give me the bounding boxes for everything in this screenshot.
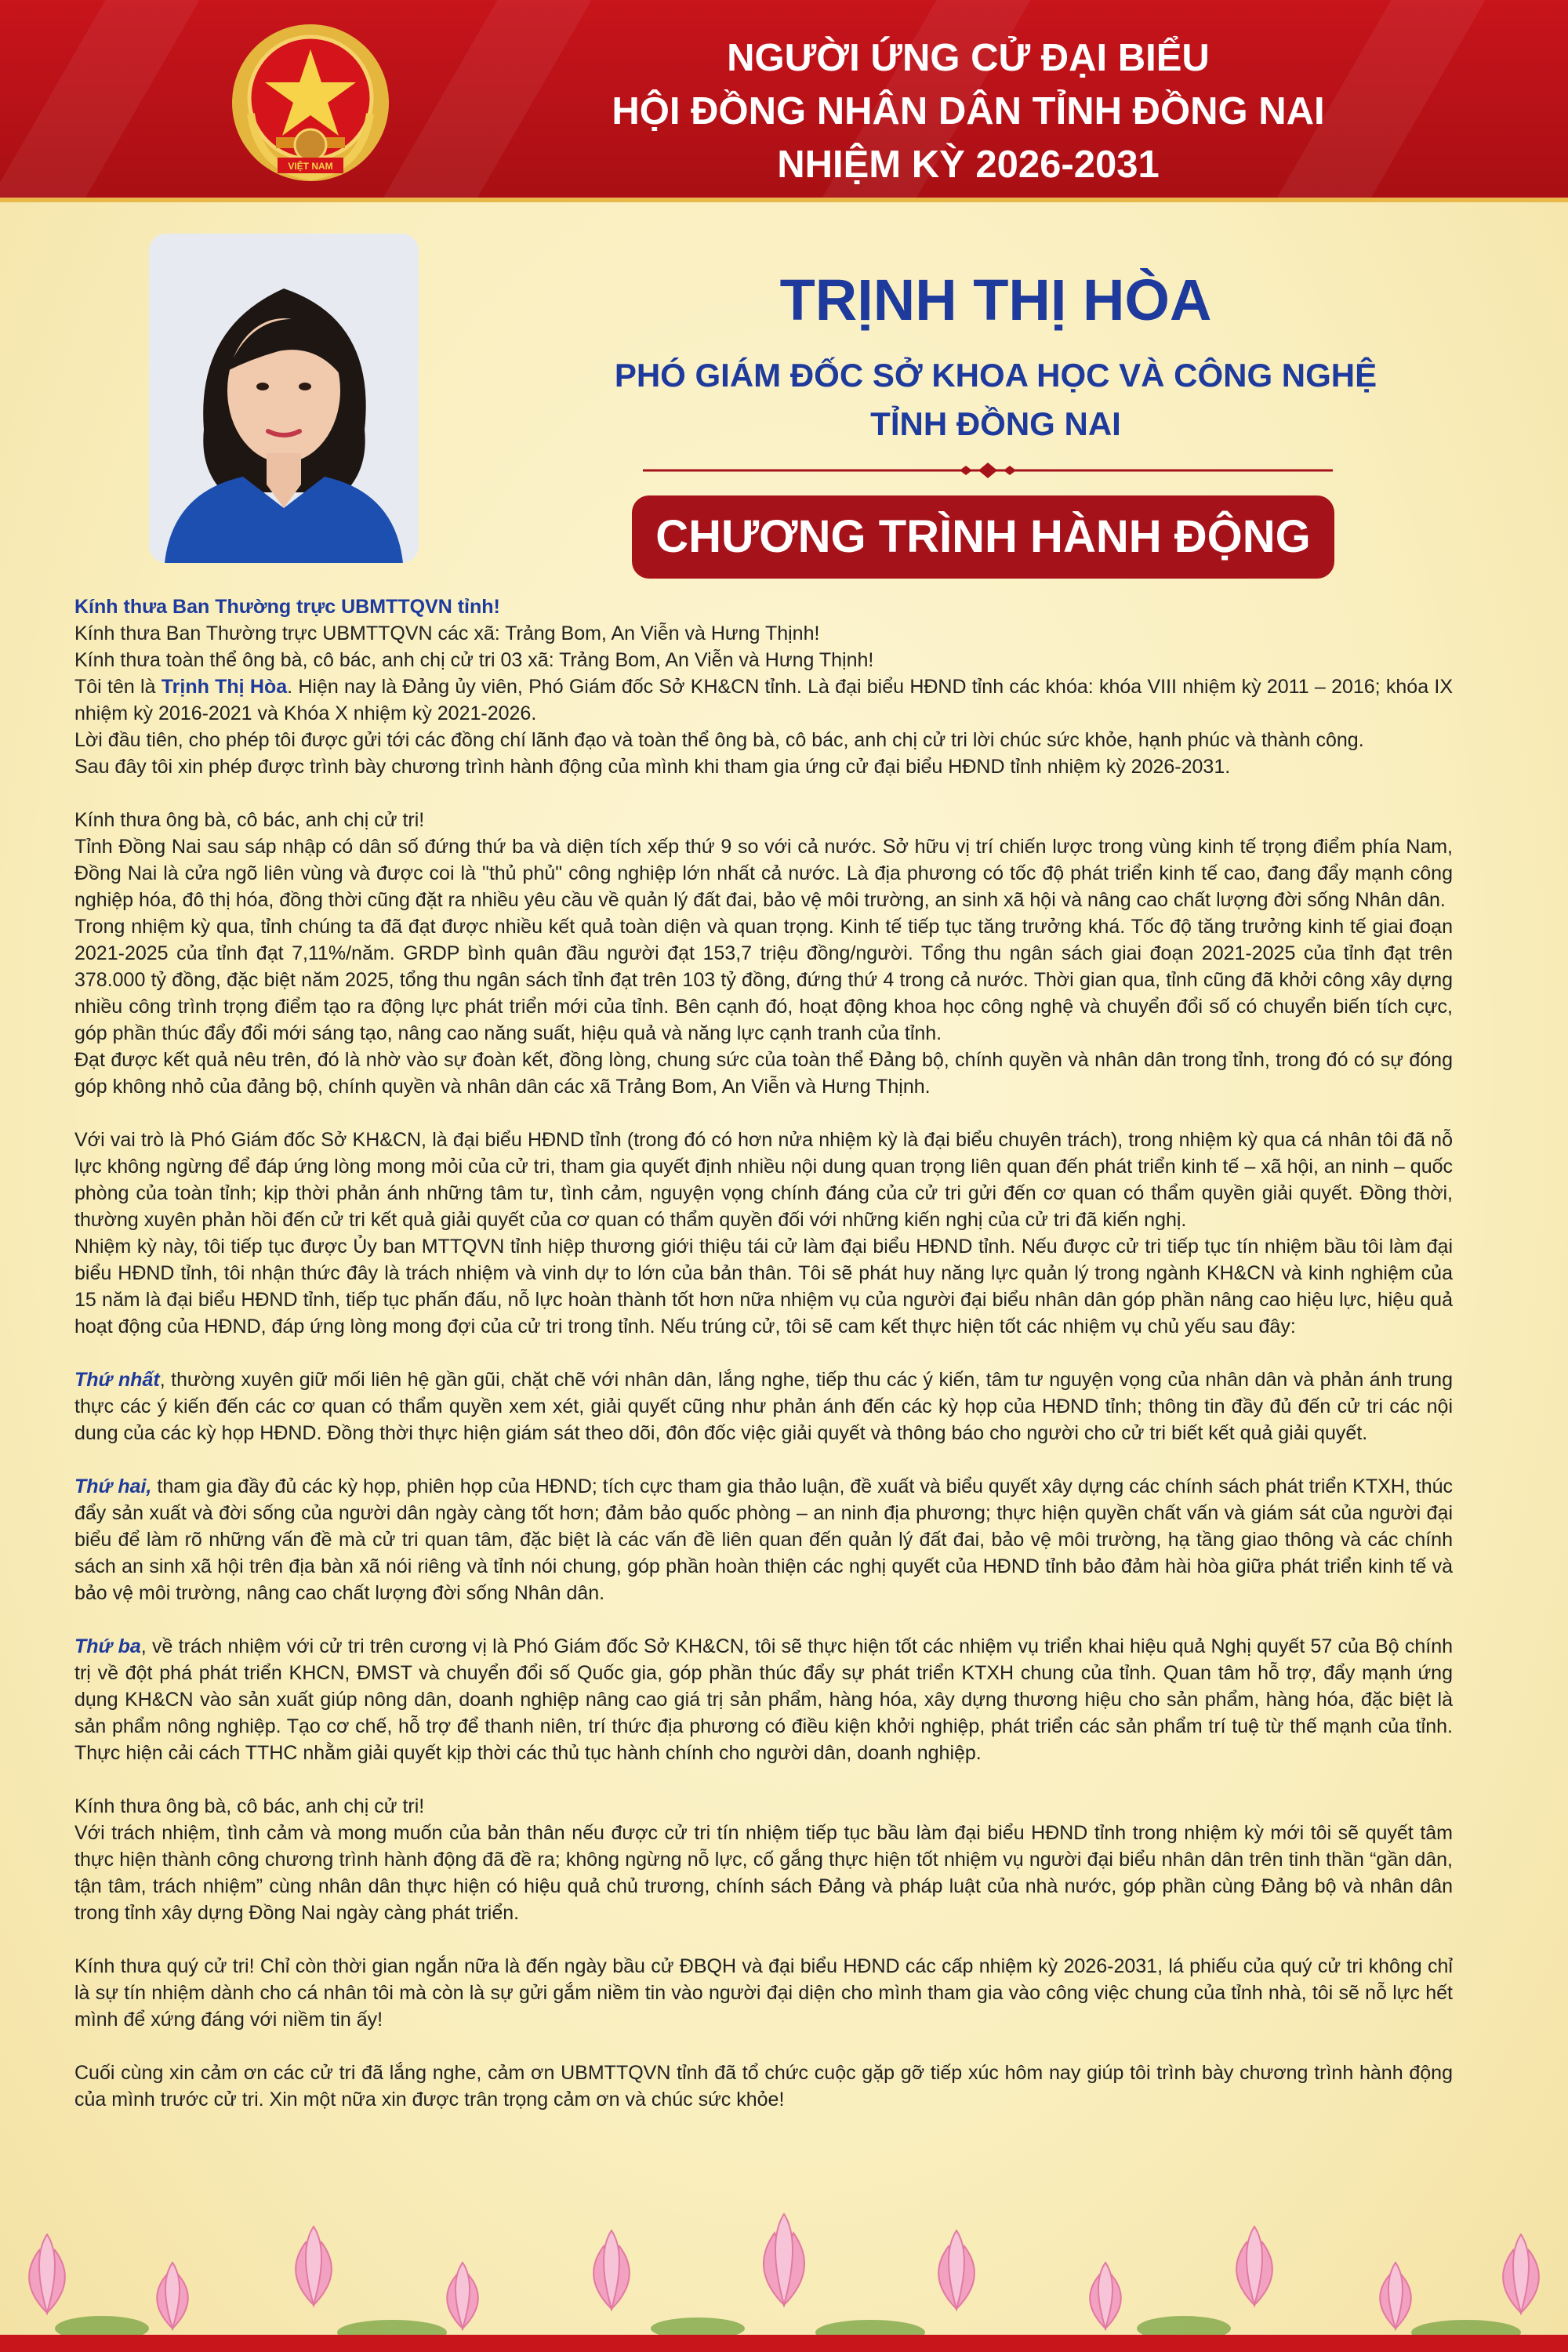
commitment-1 [74,1367,1453,1446]
candidate-name-inline: Trịnh Thị Hòa [161,676,288,698]
paragraph: Nhiệm kỳ này, tôi tiếp tục được Ủy ban MTTQVN tỉnh hiệp thương giới thiệu tái cử làm đại biểu HĐND tỉnh. Nếu được cử tri tiếp tục tín nhiệm bầu tôi làm đại biểu HĐND tỉnh, tôi nhận thức đây là trách nhiệm và vinh dự to lớn của bản thân. Tôi sẽ phát huy năng lực quản lý trong ngành KH&CN và kinh nghiệm của 15 năm là đại biểu HĐND tỉnh, tiếp tục phấn đấu, nỗ lực hoàn thành tốt hơn nữa nhiệm vụ của người đại biểu nhân dân góp phần nâng cao hiệu lực, hiệu quả hoạt động của HĐND, đáp ứng lòng mong đợi của cử tri trong tỉnh. Nếu trúng cử, tôi sẽ cam kết thực hiện tốt các nhiệm vụ chủ yếu sau đây: [74,1236,1453,1338]
text: . Hiện nay là Đảng ủy viên, Phó Giám đốc Sở KH&CN tỉnh. Là đại biểu HĐND tỉnh các khóa: khóa VIII nhiệm kỳ 2011 – 2016; khóa IX nhiệm kỳ 2016-2021 và Khóa X nhiệm kỳ 2021-2026. [74,676,1453,724]
paragraph: Tỉnh Đồng Nai sau sáp nhập có dân số đứng thứ ba và diện tích xếp thứ 9 so với cả nước. Sở hữu vị trí chiến lược trong vùng kinh tế trọng điểm phía Nam, Đồng Nai là cửa ngõ liên vùng và được coi là "thủ phủ" công nghiệp lớn nhất cả nước. Là địa phương có tốc độ phát triển kinh tế cao, đang đẩy mạnh công nghiệp hóa, đô thị hóa, đồng thời cũng đặt ra nhiều yêu cầu về quản lý đất đai, bảo vệ môi trường, an sinh xã hội và nâng cao chất lượng đời sống Nhân dân. [74,836,1453,911]
paragraph: Trong nhiệm kỳ qua, tỉnh chúng ta đã đạt được nhiều kết quả toàn diện và quan trọng. Kinh tế tiếp tục tăng trưởng khá. Tốc độ tăng trưởng kinh tế giai đoạn 2021-2025 của tỉnh đạt 7,11%/năm. GRDP bình quân đầu người đạt 153,7 triệu đồng/người. Tổng thu ngân sách giai đoạn 2021-2025 của tỉnh đạt trên 378.000 tỷ đồng, đặc biệt năm 2025, tổng thu ngân sách tỉnh đạt trên 103 tỷ đồng, đứng thứ 4 trong cả nước. Thời gian qua, tỉnh cũng đã khởi công xây dựng nhiều công trình trọng điểm tạo ra động lực phát triển mới của tỉnh. Bên cạnh đó, hoạt động khoa học công nghệ và chuyển đổi số có chuyển biến tích cực, góp phần thúc đẩy đổi mới sáng tạo, nâng cao năng suất, hiệu quả và năng lực cạnh tranh của tỉnh. [74,916,1453,1044]
paragraph [74,673,1453,727]
commitment-2 [74,1473,1453,1606]
greeting: Kính thưa Ban Thường trực UBMTTQVN các xã: Trảng Bom, An Viễn và Hưng Thịnh! [74,622,820,644]
text: tham gia đầy đủ các kỳ họp, phiên họp của HĐND; tích cực tham gia thảo luận, đề xuất và biểu quyết xây dựng các chính sách phát triển KTXH, thúc đẩy sản xuất và đời sống của người dân ngày càng tốt hơn; đảm bảo quốc phòng – an ninh địa phương; thực hiện quyền chất vấn và giám sát của người đại biểu để làm rõ những vấn đề mà cử tri quan tâm, đặc biệt là các vấn đề liên quan đến quản lý đất đai, bảo vệ môi trường, hạ tầng giao thông và các chính sách an sinh xã hội trên địa bàn xã nói riêng và tỉnh nói chung, góp phần hoàn thiện các nghị quyết của HĐND tỉnh bảo đảm hài hòa giữa phát triển kinh tế và bảo vệ môi trường, nâng cao chất lượng đời sống Nhân dân. [74,1475,1454,1604]
lotus-flowers-icon [0,2172,1568,2352]
position-line-2: TỈNH ĐỒNG NAI [870,405,1121,442]
header-line-2: HỘI ĐỒNG NHÂN DÂN TỈNH ĐỒNG NAI [612,90,1325,132]
position-line-1: PHÓ GIÁM ĐỐC SỞ KHOA HỌC VÀ CÔNG NGHỆ [614,357,1377,394]
header-line-1: NGƯỜI ỨNG CỬ ĐẠI BIỂU [727,37,1210,79]
commitment-label: Thứ hai, [74,1475,152,1497]
commitment-3 [74,1633,1453,1766]
paragraph: Với trách nhiệm, tình cảm và mong muốn của bản thân nếu được cử tri tín nhiệm tiếp tục bầu làm đại biểu HĐND tỉnh trong nhiệm kỳ mới tôi sẽ quyết tâm thực hiện thành công chương trình hành động đã đề ra; không ngừng nỗ lực, cố gắng thực hiện tốt nhiệm vụ người đại biểu nhân dân trên tinh thần “gần dân, tận tâm, trách nhiệm” cùng nhân dân thực hiện có hiệu quả chủ trương, chính sách Đảng và pháp luật của nhà nước, góp phần cùng Đảng bộ và nhân dân trong tỉnh xây dựng Đồng Nai ngày càng phát triển. [74,1822,1453,1924]
candidate-name: TRỊNH THỊ HÒA [779,267,1212,332]
candidate-position [517,351,1474,448]
program-title-banner: CHƯƠNG TRÌNH HÀNH ĐỘNG [632,495,1334,579]
text: , về trách nhiệm với cử tri trên cương vị là Phó Giám đốc Sở KH&CN, tôi sẽ thực hiện tốt các nhiệm vụ triển khai hiệu quả Nghị quyết 57 của Bộ chính trị về đột phá phát triển KHCN, ĐMST và chuyển đổi số Quốc gia, góp phần thúc đẩy sự phát triển KTXH chung của tỉnh. Quan tâm hỗ trợ, đẩy mạnh ứng dụng KH&CN vào sản xuất giúp nông dân, doanh nghiệp nâng cao giá trị sản phẩm, hàng hóa, xây dựng thương hiệu cho sản phẩm, hàng hóa, đặc biệt là sản phẩm nông nghiệp. Tạo cơ chế, hỗ trợ để thanh niên, trí thức địa phương có điều kiện khởi nghiệp, phát triển các sản phẩm trí tuệ từ thế mạnh của tỉnh. Thực hiện cải cách TTHC nhằm giải quyết kịp thời các thủ tục hành chính cho người dân, doanh nghiệp. [74,1635,1454,1764]
header-title [439,31,1497,191]
greeting: Kính thưa ông bà, cô bác, anh chị cử tri! [74,809,425,831]
paragraph: Kính thưa quý cử tri! Chỉ còn thời gian ngắn nữa là đến ngày bầu cử ĐBQH và đại biểu HĐND các cấp nhiệm kỳ 2026-2031, lá phiếu của quý cử tri không chỉ là sự tín nhiệm dành cho cá nhân tôi mà còn là sự gửi gắm niềm tin vào người đại diện cho mình tham gia vào công việc chung của tỉnh nhà, tôi sẽ nỗ lực hết mình để xứng đáng với niềm tin ấy! [74,1955,1453,2031]
paragraph: Sau đây tôi xin phép được trình bày chương trình hành động của mình khi tham gia ứng cử đại biểu HĐND tỉnh nhiệm kỳ 2026-2031. [74,756,1231,778]
paragraph: Đạt được kết quả nêu trên, đó là nhờ vào sự đoàn kết, đồng lòng, chung sức của toàn thể Đảng bộ, chính quyền và nhân dân trong tỉnh, trong đó có sự đóng góp không nhỏ của đảng bộ, chính quyền và nhân dân các xã Trảng Bom, An Viễn và Hưng Thịnh. [74,1049,1453,1098]
ornament-divider-icon [643,461,1333,480]
greeting: Kính thưa toàn thể ông bà, cô bác, anh chị cử tri 03 xã: Trảng Bom, An Viễn và Hưng Thịnh! [74,649,874,671]
text: Tôi tên là [74,676,162,698]
text: , thường xuyên giữ mối liên hệ gần gũi, chặt chẽ với nhân dân, lắng nghe, tiếp thu các ý kiến, tâm tư nguyện vọng của nhân dân và phản ánh trung thực các ý kiến đến các cơ quan có thẩm quyền xem xét, giải quyết cũng như phản ánh đến các kỳ họp của HĐND tỉnh; thông tin đầy đủ đến cử tri các nội dung của các kỳ họp HĐND. Đồng thời thực hiện giám sát theo dõi, đôn đốc việc giải quyết và thông báo cho người cho cử tri biết kết quả giải quyết. [74,1369,1453,1444]
candidate-photo [149,234,419,563]
emblem-text: VIỆT NAM [288,161,333,172]
header-line-3: NHIỆM KỲ 2026-2031 [777,143,1160,186]
paragraph: Với vai trò là Phó Giám đốc Sở KH&CN, là đại biểu HĐND tỉnh (trong đó có hơn nửa nhiệm kỳ là đại biểu chuyên trách), trong nhiệm kỳ qua cá nhân tôi đã nỗ lực không ngừng để đáp ứng lòng mong mỏi của cử tri, tham gia quyết định nhiều nội dung quan trọng liên quan đến phát triển kinh tế – xã hội, an ninh – quốc phòng của toàn tỉnh; kịp thời phản ánh những tâm tư, tình cảm, nguyện vọng chính đáng của cử tri gửi đến cơ quan có thẩm quyền giải quyết. Đồng thời, thường xuyên phản hồi đến cử tri kết quả giải quyết của cơ quan có thẩm quyền đối với những kiến nghị của cử tri đã kiến nghị. [74,1129,1453,1231]
paragraph: Cuối cùng xin cảm ơn các cử tri đã lắng nghe, cảm ơn UBMTTQVN tỉnh đã tổ chức cuộc gặp gỡ tiếp xúc hôm nay giúp tôi trình bày chương trình hành động của mình trước cử tri. Xin một nữa xin được trân trọng cảm ơn và chúc sức khỏe! [74,2062,1453,2111]
header-pattern [0,0,199,202]
header-banner [0,0,1568,202]
lotus-footer [0,2172,1568,2352]
paragraph: Lời đầu tiên, cho phép tôi được gửi tới các đồng chí lãnh đạo và toàn thể ông bà, cô bác, anh chị cử tri lời chúc sức khỏe, hạnh phúc và thành công. [74,729,1364,751]
greeting: Kính thưa Ban Thường trực UBMTTQVN tỉnh! [74,596,500,618]
commitment-label: Thứ ba [74,1635,141,1657]
commitment-label: Thứ nhất [74,1369,160,1391]
speech-content [74,593,1453,2113]
national-emblem-icon [227,20,394,186]
greeting: Kính thưa ông bà, cô bác, anh chị cử tri! [74,1795,425,1817]
portrait-icon [149,234,419,563]
footer-bar [0,2335,1568,2352]
header-divider [0,198,1568,202]
